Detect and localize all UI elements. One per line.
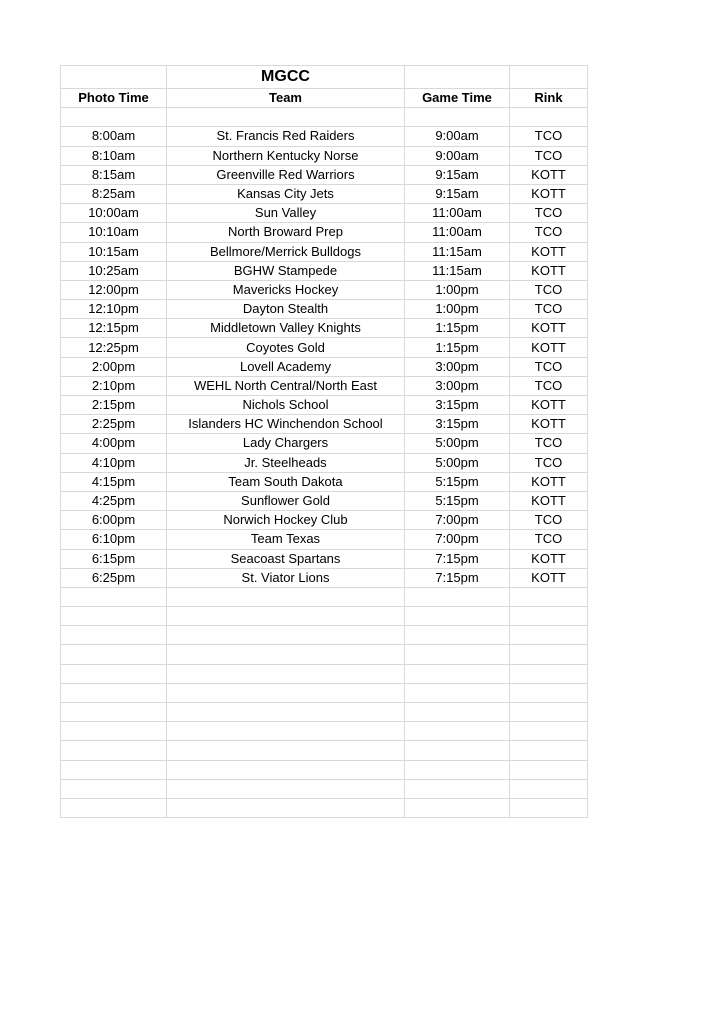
photo-time-cell: 2:00pm: [61, 357, 167, 376]
empty-row: [61, 626, 588, 645]
team-cell: Kansas City Jets: [167, 184, 405, 203]
empty-cell: [61, 607, 167, 626]
empty-cell: [510, 779, 588, 798]
team-cell: North Broward Prep: [167, 223, 405, 242]
rink-cell: TCO: [510, 127, 588, 146]
header-game-time: Game Time: [405, 89, 510, 108]
game-time-cell: 3:15pm: [405, 415, 510, 434]
rink-cell: TCO: [510, 357, 588, 376]
rink-cell: TCO: [510, 453, 588, 472]
photo-time-cell: 2:10pm: [61, 376, 167, 395]
empty-cell: [61, 664, 167, 683]
table-row: [61, 453, 588, 472]
photo-time-cell: 2:25pm: [61, 415, 167, 434]
empty-cell: [61, 760, 167, 779]
photo-time-cell: 10:10am: [61, 223, 167, 242]
blank-row: [61, 108, 588, 127]
photo-time-cell: 12:00pm: [61, 280, 167, 299]
table-row: [61, 357, 588, 376]
team-cell: Lady Chargers: [167, 434, 405, 453]
empty-cell: [405, 683, 510, 702]
game-time-cell: 3:15pm: [405, 396, 510, 415]
empty-cell: [167, 645, 405, 664]
team-cell: St. Francis Red Raiders: [167, 127, 405, 146]
empty-row: [61, 703, 588, 722]
rink-cell: TCO: [510, 204, 588, 223]
empty-cell: [405, 798, 510, 817]
empty-cell: [61, 645, 167, 664]
table-row: [61, 396, 588, 415]
empty-cell: [61, 703, 167, 722]
empty-cell: [510, 626, 588, 645]
empty-cell: [61, 66, 167, 89]
empty-cell: [510, 798, 588, 817]
empty-cell: [405, 703, 510, 722]
photo-time-cell: 6:00pm: [61, 511, 167, 530]
table-row: [61, 146, 588, 165]
empty-cell: [405, 722, 510, 741]
table-row: [61, 568, 588, 587]
rink-cell: KOTT: [510, 472, 588, 491]
photo-time-cell: 4:25pm: [61, 491, 167, 510]
photo-time-cell: 10:00am: [61, 204, 167, 223]
game-time-cell: 9:00am: [405, 127, 510, 146]
empty-row: [61, 722, 588, 741]
team-cell: BGHW Stampede: [167, 261, 405, 280]
game-time-cell: 5:00pm: [405, 453, 510, 472]
team-cell: WEHL North Central/North East: [167, 376, 405, 395]
empty-cell: [510, 722, 588, 741]
team-cell: Coyotes Gold: [167, 338, 405, 357]
game-time-cell: 5:00pm: [405, 434, 510, 453]
game-time-cell: 5:15pm: [405, 472, 510, 491]
empty-cell: [405, 607, 510, 626]
photo-time-cell: 10:25am: [61, 261, 167, 280]
table-row: [61, 300, 588, 319]
rink-cell: KOTT: [510, 184, 588, 203]
empty-cell: [405, 779, 510, 798]
table-row: [61, 491, 588, 510]
game-time-cell: 11:15am: [405, 261, 510, 280]
team-cell: Team South Dakota: [167, 472, 405, 491]
empty-cell: [510, 760, 588, 779]
game-time-cell: 1:15pm: [405, 319, 510, 338]
empty-cell: [61, 798, 167, 817]
photo-time-cell: 6:25pm: [61, 568, 167, 587]
empty-cell: [167, 722, 405, 741]
rink-cell: TCO: [510, 146, 588, 165]
game-time-cell: 3:00pm: [405, 357, 510, 376]
empty-cell: [167, 779, 405, 798]
header-rink: Rink: [510, 89, 588, 108]
table-row: [61, 127, 588, 146]
game-time-cell: 1:00pm: [405, 280, 510, 299]
empty-cell: [510, 645, 588, 664]
photo-time-cell: 10:15am: [61, 242, 167, 261]
rink-cell: KOTT: [510, 549, 588, 568]
rink-cell: KOTT: [510, 319, 588, 338]
game-time-cell: 9:15am: [405, 184, 510, 203]
table-row: [61, 204, 588, 223]
team-cell: Middletown Valley Knights: [167, 319, 405, 338]
game-time-cell: 5:15pm: [405, 491, 510, 510]
empty-cell: [61, 741, 167, 760]
empty-cell: [61, 626, 167, 645]
empty-cell: [510, 741, 588, 760]
rink-cell: TCO: [510, 434, 588, 453]
empty-cell: [167, 587, 405, 606]
table-row: [61, 549, 588, 568]
title-row: [61, 66, 588, 89]
photo-time-cell: 6:15pm: [61, 549, 167, 568]
game-time-cell: 7:15pm: [405, 568, 510, 587]
game-time-cell: 9:15am: [405, 165, 510, 184]
rink-cell: TCO: [510, 511, 588, 530]
table-row: [61, 242, 588, 261]
rink-cell: TCO: [510, 300, 588, 319]
table-row: [61, 223, 588, 242]
team-cell: Lovell Academy: [167, 357, 405, 376]
empty-cell: [510, 703, 588, 722]
table-row: [61, 376, 588, 395]
team-cell: Nichols School: [167, 396, 405, 415]
empty-cell: [167, 607, 405, 626]
table-row: [61, 472, 588, 491]
photo-time-cell: 8:15am: [61, 165, 167, 184]
rink-cell: TCO: [510, 376, 588, 395]
rink-cell: KOTT: [510, 568, 588, 587]
empty-cell: [61, 779, 167, 798]
team-cell: Greenville Red Warriors: [167, 165, 405, 184]
photo-time-cell: 12:10pm: [61, 300, 167, 319]
empty-row: [61, 607, 588, 626]
empty-cell: [167, 626, 405, 645]
empty-cell: [167, 741, 405, 760]
empty-cell: [61, 108, 167, 127]
game-time-cell: 1:15pm: [405, 338, 510, 357]
empty-row: [61, 779, 588, 798]
empty-cell: [167, 108, 405, 127]
photo-time-cell: 8:10am: [61, 146, 167, 165]
table-row: [61, 261, 588, 280]
photo-time-cell: 12:15pm: [61, 319, 167, 338]
photo-time-cell: 6:10pm: [61, 530, 167, 549]
game-time-cell: 9:00am: [405, 146, 510, 165]
team-cell: Mavericks Hockey: [167, 280, 405, 299]
team-cell: Sunflower Gold: [167, 491, 405, 510]
rink-cell: TCO: [510, 530, 588, 549]
schedule-table: [60, 65, 588, 818]
empty-cell: [405, 66, 510, 89]
empty-row: [61, 683, 588, 702]
table-row: [61, 511, 588, 530]
game-time-cell: 11:00am: [405, 223, 510, 242]
game-time-cell: 7:15pm: [405, 549, 510, 568]
team-cell: Seacoast Spartans: [167, 549, 405, 568]
team-cell: Dayton Stealth: [167, 300, 405, 319]
empty-cell: [167, 664, 405, 683]
team-cell: Bellmore/Merrick Bulldogs: [167, 242, 405, 261]
table-row: [61, 184, 588, 203]
empty-cell: [405, 760, 510, 779]
empty-row: [61, 741, 588, 760]
team-cell: Sun Valley: [167, 204, 405, 223]
rink-cell: KOTT: [510, 396, 588, 415]
rink-cell: TCO: [510, 223, 588, 242]
table-row: [61, 415, 588, 434]
empty-cell: [167, 760, 405, 779]
header-photo-time: Photo Time: [61, 89, 167, 108]
empty-cell: [405, 645, 510, 664]
empty-cell: [167, 798, 405, 817]
table-row: [61, 530, 588, 549]
photo-time-cell: 4:10pm: [61, 453, 167, 472]
team-cell: Jr. Steelheads: [167, 453, 405, 472]
empty-cell: [510, 607, 588, 626]
empty-cell: [510, 66, 588, 89]
empty-cell: [61, 683, 167, 702]
team-cell: Team Texas: [167, 530, 405, 549]
empty-cell: [405, 108, 510, 127]
team-cell: Islanders HC Winchendon School: [167, 415, 405, 434]
game-time-cell: 11:00am: [405, 204, 510, 223]
empty-cell: [405, 626, 510, 645]
empty-cell: [510, 683, 588, 702]
game-time-cell: 11:15am: [405, 242, 510, 261]
empty-cell: [405, 741, 510, 760]
table-row: [61, 165, 588, 184]
rink-cell: KOTT: [510, 415, 588, 434]
table-row: [61, 319, 588, 338]
rink-cell: TCO: [510, 280, 588, 299]
photo-time-cell: 2:15pm: [61, 396, 167, 415]
game-time-cell: 3:00pm: [405, 376, 510, 395]
game-time-cell: 7:00pm: [405, 530, 510, 549]
empty-cell: [167, 683, 405, 702]
photo-time-cell: 8:25am: [61, 184, 167, 203]
header-row: [61, 89, 588, 108]
game-time-cell: 1:00pm: [405, 300, 510, 319]
photo-time-cell: 8:00am: [61, 127, 167, 146]
table-row: [61, 434, 588, 453]
empty-row: [61, 760, 588, 779]
team-cell: Northern Kentucky Norse: [167, 146, 405, 165]
empty-row: [61, 664, 588, 683]
empty-cell: [405, 664, 510, 683]
empty-cell: [61, 587, 167, 606]
rink-cell: KOTT: [510, 338, 588, 357]
rink-cell: KOTT: [510, 261, 588, 280]
rink-cell: KOTT: [510, 242, 588, 261]
empty-cell: [405, 587, 510, 606]
team-cell: Norwich Hockey Club: [167, 511, 405, 530]
team-cell: St. Viator Lions: [167, 568, 405, 587]
empty-cell: [510, 664, 588, 683]
empty-cell: [167, 703, 405, 722]
empty-cell: [510, 108, 588, 127]
rink-cell: KOTT: [510, 491, 588, 510]
table-row: [61, 338, 588, 357]
rink-cell: KOTT: [510, 165, 588, 184]
photo-time-cell: 4:00pm: [61, 434, 167, 453]
empty-row: [61, 645, 588, 664]
sheet-title: MGCC: [167, 66, 405, 89]
schedule-table-body: [61, 66, 588, 818]
empty-cell: [510, 587, 588, 606]
header-team: Team: [167, 89, 405, 108]
photo-time-cell: 12:25pm: [61, 338, 167, 357]
empty-cell: [61, 722, 167, 741]
photo-time-cell: 4:15pm: [61, 472, 167, 491]
empty-row: [61, 587, 588, 606]
game-time-cell: 7:00pm: [405, 511, 510, 530]
empty-row: [61, 798, 588, 817]
table-row: [61, 280, 588, 299]
